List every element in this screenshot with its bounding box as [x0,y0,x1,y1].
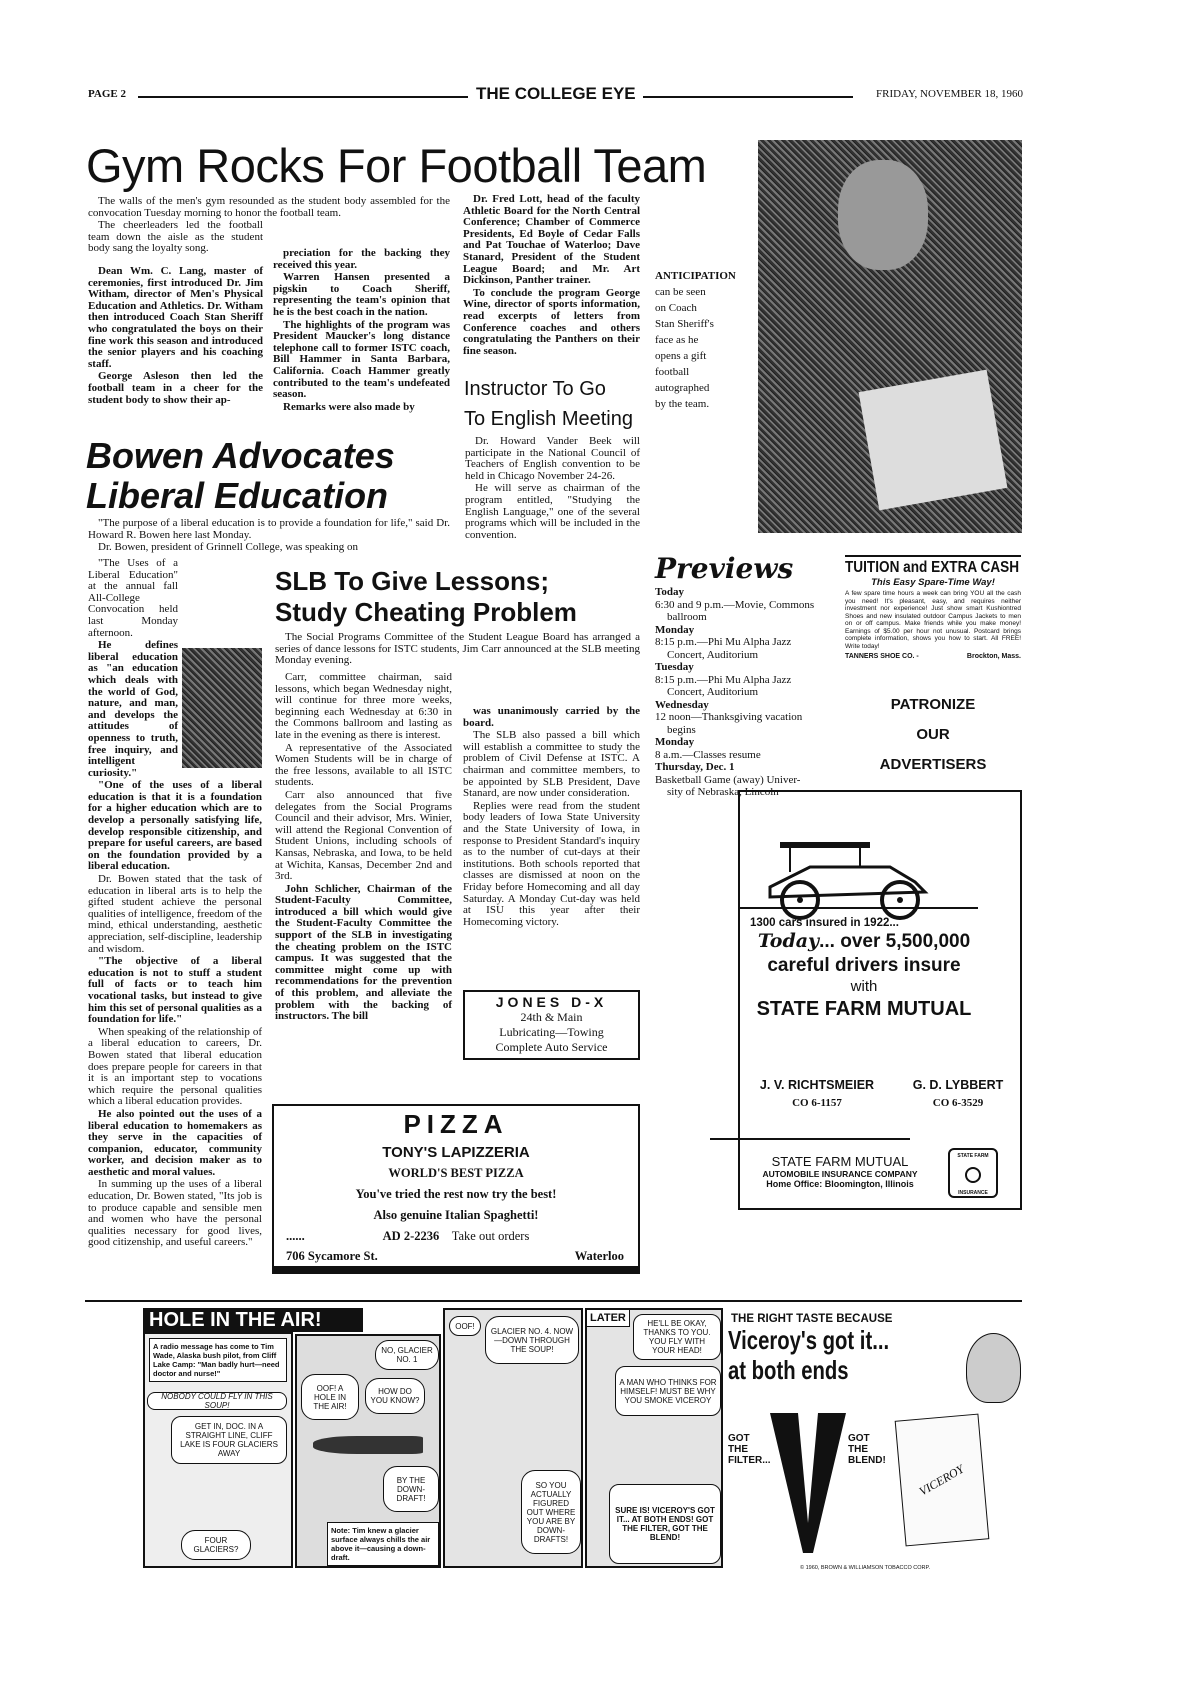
newspaper-title: THE COLLEGE EYE [476,84,636,103]
paragraph: Replies were read from the student body leaders of Iowa State University and the State University of Iowa, in response to President Standard's inquiry as to the number of cut-days at their institutions. Both schools reported that classes are dismissed at noon on the Friday before Homecoming and all day Saturday. A Monday Cut-day was held at ISU this year after their Homecoming victory. [463,799,640,928]
caption-line: autographed [655,382,710,394]
event-line: Concert, Auditorium [667,686,759,698]
gym-headline: Gym Rocks For Football Team [86,139,707,192]
ad-headline: Viceroy's got it... [728,1325,890,1355]
notice-line: OUR [916,726,950,743]
instructor-article [465,436,640,542]
ad-line: Complete Auto Service [495,1040,608,1054]
paragraph: When speaking of the relationship of a liberal education to careers, Dr. Bowen stated that liberal education does prepare people for careers in that it is an important step to vocations which require the personal qualities which a liberal education provides. [88,1025,262,1108]
event [655,699,835,737]
paragraph: To conclude the program George Wine, director of sports information, read excerpts of letters from Conference coaches and others congratulating the Panthers on their fine season. [463,286,640,357]
caption-line: by the team. [655,398,710,410]
event [655,586,835,624]
caption-line: football [655,366,690,378]
state-farm-ad [738,790,1022,1210]
state-farm-logo [948,1148,998,1198]
paragraph: Warren Hansen presented a pigskin to Coach Sheriff, representing the team's opinion that he is the best coach in the nation. [273,271,450,318]
event [655,624,835,662]
agent-1 [742,1078,892,1109]
ad-headline: at both ends [728,1355,849,1385]
issue-date: FRIDAY, NOVEMBER 18, 1960 [876,88,1023,100]
speech-bubble: SURE IS! VICEROY'S GOT IT... AT BOTH ENDS! GOT THE FILTER, GOT THE BLEND! [609,1484,721,1564]
photo-caption [655,268,750,412]
event [655,661,835,699]
paragraph: was unanimously carried by the board. [463,705,640,729]
paragraph: Dr. Bowen stated that the task of education in liberal arts is to help the gifted student achieve the personal qualities of intelligence, freedom of the mind, ethical understanding, aesthetic appreciation, self-discipline, leadership and wisdom. [88,873,262,955]
caption-title: ANTICIPATION [655,270,736,282]
paragraph: The walls of the men's gym resounded as the student body assembled for the convocation Tuesday morning to honor the football team. [88,195,450,219]
bowen-column [88,558,262,1250]
ad-tag: WORLD'S BEST PIZZA [388,1166,524,1180]
event-line: 12 noon—Thanksgiving vacation [655,711,803,723]
ad-title: PIZZA [403,1109,509,1139]
viceroy-comic-strip [143,1308,723,1570]
ad-subtitle: This Easy Spare-Time Way! [871,577,995,588]
speech-bubble: OOF! A HOLE IN THE AIR! [301,1374,359,1420]
notice-line: PATRONIZE [890,696,976,713]
paragraph: "One of the uses of a liberal education is that it is a foundation for a higher education which are to develop a personally satisfying life, develop responsible citizenship, and prepare for useful careers, are based on the foundation provided by a liberal education. [88,779,262,873]
event [655,736,835,761]
ad-line: careful drivers insure [767,955,961,976]
ad-line: with [850,978,878,995]
ad-body: A few spare time hours a week can bring YOU all the cash you need! It's pleasant, easy, and requires neither investment nor experience! Just show smart Kushiontred Shoes and new insulated outdoor Campus Jackets to men on or off campus. Make friends while you make money! Earnings of $5.00 per hour not unusual. Postcard brings complete information, shows you how to start. All FREE! Write today! [845,590,1021,650]
paragraph: He defines liberal education as "an education which deals with the world of God, nature, and man, and develops the attitudes of openness to truth, free inquiry, and intelligent curiosity." [88,639,178,779]
comic-title: HOLE IN THE AIR! [143,1308,363,1332]
tuition-ad [845,555,1021,660]
ad-name: TONY'S LAPIZZERIA [382,1144,530,1161]
logo-text: STATE FARM [957,1153,989,1159]
caption-line: opens a gift [655,350,707,362]
company-office: Home Office: Bloomington, Illinois [766,1179,914,1189]
ad-tagline: THE RIGHT TASTE BECAUSE [731,1313,893,1325]
paragraph: Remarks were also made by [283,400,415,413]
comic-panel-1 [143,1332,293,1568]
previews-title: Previews [655,552,794,585]
divider [643,96,853,98]
football-gift [859,370,1008,511]
paragraph: Dean Wm. C. Lang, master of ceremonies, first introduced Dr. Jim Witham, director of Men's Physical Education and Athletics. Dr. Witham then introduced Coach Stan Sheriff who congratulated the boys on their fine work this season and introduced the senior players and his coaching staff. [88,265,263,370]
comic-caption: A radio message has come to Tim Wade, Alaska bush pilot, from Cliff Lake Camp: "Man badly hurt—need doctor and nurse!" [149,1338,287,1382]
paragraph: Carr also announced that five delegates from the Social Programs Council and their advisor, Mrs. Winier, will attend the Regional Convention of Student Unions, including schools of Kansas, Nebraska, and Iowa, to be held at Wichita, Kansas, December 2nd and 3rd. [275,788,452,883]
event-day: Tuesday [655,661,694,673]
masthead-bar [88,84,1023,104]
ad-title: JONES D-X [495,994,608,1010]
caption-line: can be seen [655,286,706,298]
face [838,160,928,270]
event-line: 8:15 p.m.—Phi Mu Alpha Jazz [655,673,792,686]
instructor-headline [464,374,644,434]
paragraph: George Asleson then led the football team in a cheer for the student body to show their ap- [88,370,263,406]
speech-bubble: A MAN WHO THINKS FOR HIMSELF! MUST BE WHY YOU SMOKE VICEROY [615,1366,721,1416]
event-line: 6:30 and 9 p.m.—Movie, Commons [655,598,815,611]
agent-2 [898,1078,1018,1109]
section-divider [85,1300,1022,1302]
event-day: Today [655,586,684,598]
ad-phone: AD 2-2236 [382,1229,440,1243]
ad-line: ... over 5,500,000 [819,931,971,952]
paragraph: The highlights of the program was President Maucker's long distance telephone call to former ISTC coach, Bill Hammer in Santa Barbara, California. Coach Hammer greatly contributed to the team's undefeated season. [273,318,450,401]
event-line: Concert, Auditorium [667,648,759,661]
headline-line: To English Meeting [464,408,633,430]
speech-bubble: GET IN, DOC. IN A STRAIGHT LINE, CLIFF LAKE IS FOUR GLACIERS AWAY [171,1416,287,1464]
jones-dx-ad [463,990,640,1060]
paragraph: "The objective of a liberal education is not to stuff a student full of facts or to teach him vocational tasks, but instead to give him this set of personal qualities as a foundation for life." [88,955,262,1026]
ad-city: Brockton, Mass. [966,653,1021,660]
paragraph: He also pointed out the uses of a liberal education to homemakers as they serve in the capacities of companion, educator, community worker, and decision maker as to aesthetic and moral values. [88,1107,262,1178]
slb-lead [275,632,640,668]
event-day: Thursday, Dec. 1 [655,761,735,773]
speech-bubble: NO, GLACIER NO. 1 [375,1340,439,1370]
headline-line: Liberal Education [86,475,389,516]
speech-bubble: HOW DO YOU KNOW? [365,1378,425,1414]
comic-panel-4 [585,1308,723,1568]
ad-line: Also genuine Italian Spaghetti! [373,1208,539,1222]
paragraph: "The purpose of a liberal education is to provide a foundation for life," said Dr. Howard R. Bowen here last Monday. [88,517,450,541]
event-line: ballroom [667,611,707,623]
company-sub: AUTOMOBILE INSURANCE COMPANY [762,1169,918,1179]
notice-line: ADVERTISERS [879,756,987,773]
speech-bubble: GLACIER NO. 4. NOW—DOWN THROUGH THE SOUP! [485,1316,579,1364]
event-line: begins [667,723,696,736]
paragraph: John Schlicher, Chairman of the Student-Faculty Committee, introduced a bill which would give the Student-Faculty Committee the support of the SLB in investigating the cheating problem on the ISTC campus. It was suggested that the committee might come up with recommendations for the prevention of this problem, and alleviate the problem with the backing of instructors. The bill [275,882,452,1023]
ad-left-text: GOT THE FILTER... [728,1433,771,1466]
ad-today: Today [757,930,820,952]
ad-city: Waterloo [574,1249,624,1263]
ad-right-text: GOT THE BLEND! [848,1433,886,1466]
gym-col1 [88,266,263,407]
ad-line: You've tried the rest now try the best! [355,1187,557,1201]
event-day: Monday [655,736,695,748]
ad-title: TUITION and EXTRA CASH [845,559,1020,576]
ad-takeout: Take out orders [451,1229,530,1243]
gym-col3 [463,194,640,358]
paragraph: A representative of the Associated Women Students will be in charge of the free lessons, available to all ISTC students. [275,741,452,789]
caption-line: on Coach [655,302,697,314]
ad-company: TANNERS SHOE CO. - [845,653,919,660]
patronize-notice [845,690,1021,780]
logo-text: INSURANCE [958,1190,988,1196]
bowen-headline [86,436,456,516]
ad-address: 24th & Main [520,1010,583,1024]
slb-col2 [463,706,640,929]
speech-bubble: HE'LL BE OKAY, THANKS TO YOU. YOU FLY WITH YOUR HEAD! [633,1314,721,1360]
viceroy-ad [728,1313,1023,1571]
paragraph: In summing up the uses of a liberal education, Dr. Bowen stated, "Its job is to produce capable and sensible men and women who have the personal qualities necessary for good lives, good citizenship, and useful careers." [88,1178,262,1249]
ad-line: STATE FARM MUTUAL [756,998,972,1020]
v-logo-icon [770,1413,846,1553]
paragraph: The cheerleaders led the football team down the aisle as the student body sang the loyalty song. [88,219,263,255]
headline-line: SLB To Give Lessons; [275,566,550,596]
company-name: STATE FARM MUTUAL [771,1154,909,1169]
agent-name: G. D. LYBBERT [912,1078,1004,1092]
cigarette-pack [895,1414,990,1547]
event-day: Monday [655,623,695,636]
speech-bubble: FOUR GLACIERS? [181,1530,251,1560]
agent-phone: CO 6-1157 [792,1097,842,1109]
ad-line: Lubricating—Towing [499,1025,604,1039]
slb-headline [275,566,645,628]
page-number: PAGE 2 [88,88,126,100]
seaplane-illustration [313,1436,423,1454]
paragraph: He will serve as chairman of the program entitled, "Studying the English Language," one of the several programs which will be included in the convention. [465,482,640,541]
slb-col1 [275,672,452,1024]
event-line: 8:15 p.m.—Phi Mu Alpha Jazz [655,636,792,648]
antique-car-illustration [740,812,970,922]
speech-bubble: SO YOU ACTUALLY FIGURED OUT WHERE YOU ARE BY DOWN-DRAFTS! [521,1470,581,1554]
bowen-portrait [182,648,262,768]
agent-name: J. V. RICHTSMEIER [759,1078,875,1092]
headline-line: Instructor To Go [464,378,606,400]
event-day: Wednesday [655,698,709,711]
bowen-lead [88,518,450,555]
comic-panel-3 [443,1308,583,1568]
pack-label: VICEROY [916,1461,967,1498]
event-line: sity of Nebraska, Lincoln [667,786,779,798]
paragraph: "The Uses of a Liberal Education" at the annual fall All-College Convocation held last Monday afternoon. [88,557,178,639]
caption-line: Stan Sheriff's [655,318,714,330]
headline-line: Study Cheating Problem [275,597,577,627]
paragraph: Carr, committee chairman, said lessons, which began Wednesday night, will continue for three more weeks, beginning each Wednesday at 6:30 in the Commons ballroom and lasting as late in the evening as there is interest. [275,671,452,741]
ad-copy [738,907,978,1065]
speech-bubble: NOBODY COULD FLY IN THIS SOUP! [147,1392,287,1410]
smoker-illustration [966,1333,1021,1403]
ad-copyright: © 1960, BROWN & WILLIAMSON TOBACCO CORP. [800,1565,930,1571]
ad-street: 706 Sycamore St. [286,1249,378,1263]
event-line: 8 a.m.—Classes resume [655,748,761,761]
paragraph: The Social Programs Committee of the Student League Board has arranged a series of dance lessons for ISTC students, Jim Carr announced at the SLB meeting Monday evening. [275,631,640,667]
logo-emblem-icon [965,1167,981,1183]
company-info [740,1154,940,1189]
divider [710,1138,910,1140]
previews-calendar [655,552,835,799]
coach-photo [758,140,1022,533]
event-line: Basketball Game (away) Univer- [655,773,801,786]
ad-line: 1300 cars insured in 1922... [750,917,899,929]
comic-note: Note: Tim knew a glacier surface always chills the air above it—causing a down-draft. [327,1522,439,1566]
speech-bubble: OOF! [449,1316,481,1336]
divider [138,96,468,98]
dots: ...... [286,1229,305,1243]
agent-phone: CO 6-3529 [932,1097,984,1109]
paragraph: The SLB also passed a bill which will establish a committee to study the problem of Civil Defense at ISTC. A chairman and committee members, to be appointed by SLB President, Dave Stanard, are now under consideration. [463,729,640,800]
gym-col2 [273,248,450,414]
paragraph: Dr. Bowen, president of Grinnell College, was speaking on [98,541,358,554]
headline-line: Bowen Advocates [86,435,395,476]
paragraph: Dr. Howard Vander Beek will participate in the National Council of Teachers of English convention to be held in Chicago November 24-26. [465,435,640,482]
comic-caption: LATER [587,1310,630,1327]
paragraph: Dr. Fred Lott, head of the faculty Athletic Board for the North Central Conference; Chamber of Commerce Presidents, Ed Boyle of Cedar Falls and Pat Touchae of Waterloo; Dave Stanard, President of the Student League Board; and Mr. Art Dickinson, Panther trainer. [463,193,640,287]
pizza-ad [272,1104,640,1274]
comic-panel-2 [295,1334,441,1568]
paragraph: preciation for the backing they received this year. [273,247,450,271]
speech-bubble: BY THE DOWN-DRAFT! [383,1466,439,1512]
caption-line: face as he [655,334,699,346]
